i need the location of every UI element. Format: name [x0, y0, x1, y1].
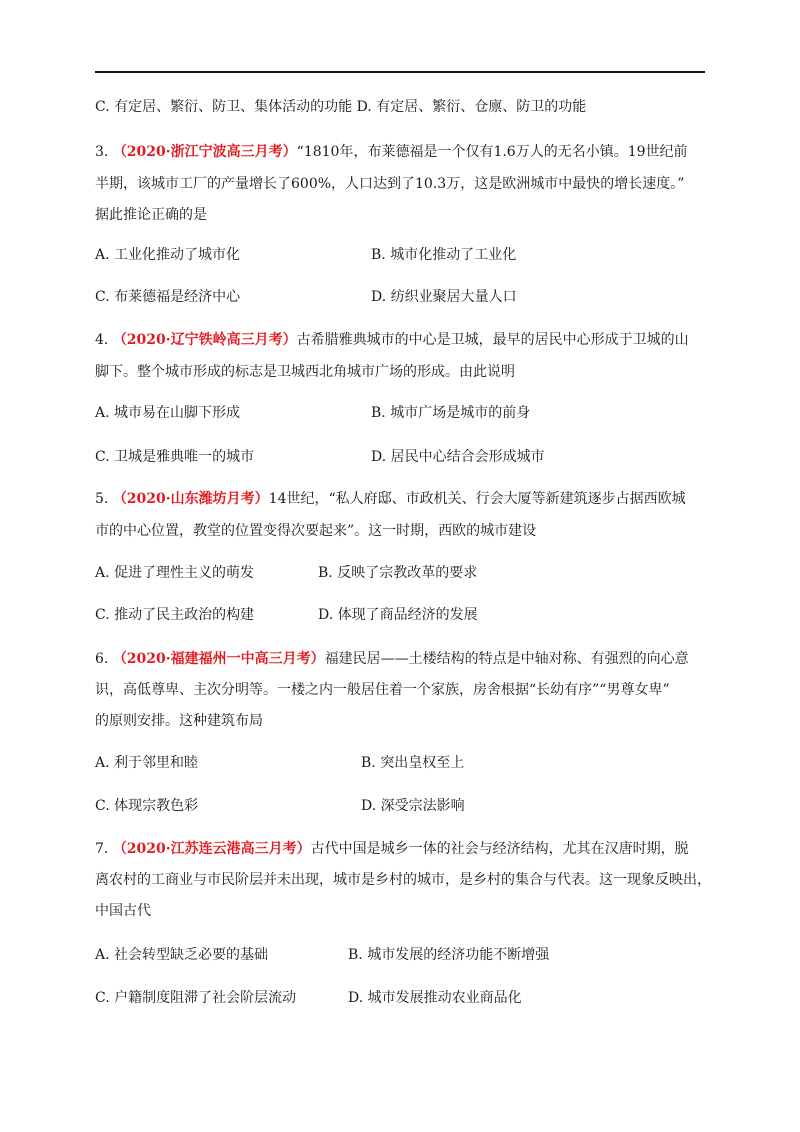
q7-stem-line-1 [95, 840, 689, 858]
q5-number: 5. [95, 491, 109, 507]
q7-number: 7. [95, 841, 109, 857]
q7-text-1: 古代中国是城乡一体的社会与经济结构，尤其在汉唐时期，脱 [310, 841, 689, 857]
q7-source: （2020·江苏连云港高三月考） [112, 841, 311, 857]
q4-option-b[interactable]: B. 城市广场是城市的前身 [371, 405, 531, 421]
q7-option-c[interactable]: C. 户籍制度阻滞了社会阶层流动 [95, 990, 297, 1006]
q3-number: 3. [95, 144, 109, 160]
q3-stem-line-1 [95, 143, 688, 161]
q3-option-d[interactable]: D. 纺织业聚居大量人口 [371, 289, 517, 305]
q4-source: （2020·辽宁铁岭高三月考） [112, 332, 297, 348]
q5-option-a[interactable]: A. 促进了理性主义的萌发 [95, 565, 255, 581]
q6-stem-line-2: 识，高低尊卑、主次分明等。一楼之内一般居住着一个家族，房舍根据“长幼有序”“男尊女卑” [95, 682, 670, 698]
q6-option-b[interactable]: B. 突出皇权至上 [361, 755, 465, 771]
q4-option-d[interactable]: D. 居民中心结合会形成城市 [371, 449, 545, 465]
q5-option-d[interactable]: D. 体现了商品经济的发展 [318, 607, 478, 623]
q6-option-c[interactable]: C. 体现宗教色彩 [95, 798, 199, 814]
q5-stem-line-1 [95, 490, 686, 508]
q7-option-d[interactable]: D. 城市发展推动农业商品化 [348, 990, 522, 1006]
q4-option-a[interactable]: A. 城市易在山脚下形成 [95, 405, 241, 421]
q5-option-c[interactable]: C. 推动了民主政治的构建 [95, 607, 255, 623]
q2-options-line [95, 98, 586, 116]
q2-option-c: C. 有定居、繁衍、防卫、集体活动的功能 [95, 99, 353, 115]
q6-option-a[interactable]: A. 利于邻里和睦 [95, 755, 199, 771]
q3-option-a[interactable]: A. 工业化推动了城市化 [95, 247, 241, 263]
q5-source: （2020·山东潍坊月考） [112, 491, 269, 507]
q3-text-1: “1810年，布莱德福是一个仅有1.6万人的无名小镇。19世纪前 [296, 144, 688, 160]
q6-stem-line-3: 的原则安排。这种建筑布局 [95, 713, 263, 729]
q6-source: （2020·福建福州一中高三月考） [112, 651, 325, 667]
q3-stem-line-2: 半期，该城市工厂的产量增长了600%，人口达到了10.3万，这是欧洲城市中最快的增长速度。” [95, 176, 685, 192]
q3-source: （2020·浙江宁波高三月考） [112, 144, 297, 160]
q7-stem-line-2: 离农村的工商业与市民阶层并未出现，城市是乡村的城市，是乡村的集合与代表。这一现象反映出， [95, 872, 711, 888]
q4-option-c[interactable]: C. 卫城是雅典唯一的城市 [95, 449, 255, 465]
q4-stem-line-2: 脚下。整个城市形成的标志是卫城西北角城市广场的形成。由此说明 [95, 364, 515, 380]
q3-option-b[interactable]: B. 城市化推动了工业化 [371, 247, 517, 263]
q6-number: 6. [95, 651, 109, 667]
q3-option-c[interactable]: C. 布莱德福是经济中心 [95, 289, 241, 305]
q5-text-1: 14世纪，“私人府邸、市政机关、行会大厦等新建筑逐步占据西欧城 [268, 491, 686, 507]
q3-stem-line-3: 据此推论正确的是 [95, 207, 207, 223]
q4-text-1: 古希腊雅典城市的中心是卫城，最早的居民中心形成于卫城的山 [296, 332, 689, 348]
q7-stem-line-3: 中国古代 [95, 903, 151, 919]
q2-option-d: D. 有定居、繁衍、仓廪、防卫的功能 [356, 99, 587, 115]
q7-option-a[interactable]: A. 社会转型缺乏必要的基础 [95, 947, 269, 963]
q7-option-b[interactable]: B. 城市发展的经济功能不断增强 [348, 947, 550, 963]
q4-number: 4. [95, 332, 109, 348]
q5-stem-line-2: 市的中心位置，教堂的位置变得次要起来”。这一时期，西欧的城市建设 [95, 523, 537, 539]
q6-stem-line-1 [95, 650, 689, 668]
q5-option-b[interactable]: B. 反映了宗教改革的要求 [318, 565, 478, 581]
q6-text-1: 福建民居——土楼结构的特点是中轴对称、有强烈的向心意 [324, 651, 689, 667]
q6-option-d[interactable]: D. 深受宗法影响 [361, 798, 465, 814]
q4-stem-line-1 [95, 331, 689, 349]
header-rule [95, 71, 705, 73]
